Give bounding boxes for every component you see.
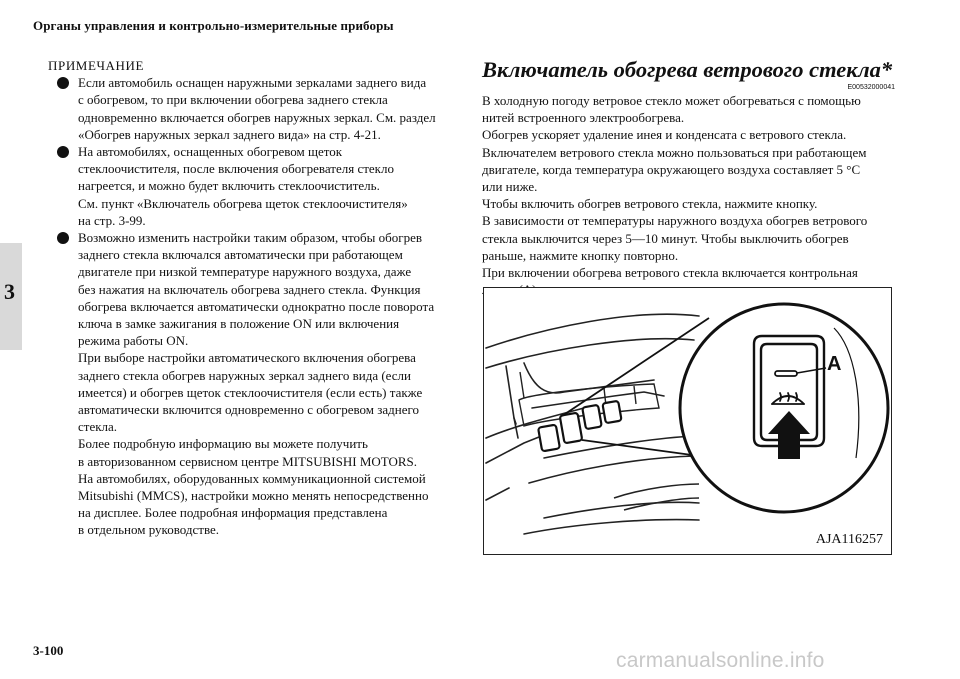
text-line: заднего стекла включался автоматически при работающем <box>78 247 403 263</box>
text-line: с обогревом, то при включении обогрева заднего стекла <box>78 92 388 108</box>
text-line: Более подробную информацию вы можете получить <box>78 436 368 452</box>
text-line: нитей встроенного электрообогрева. <box>482 110 685 126</box>
text-line: раньше, нажмите кнопку повторно. <box>482 247 679 263</box>
text-line: в отдельном руководстве. <box>78 522 220 538</box>
note-title: ПРИМЕЧАНИЕ <box>48 58 145 73</box>
bullet-icon <box>57 232 69 244</box>
section-title: Включатель обогрева ветрового стекла* <box>482 57 893 82</box>
text-line: на дисплее. Более подробная информация представлена <box>78 505 388 521</box>
text-line: При выборе настройки автоматического включения обогрева <box>78 350 416 366</box>
dashboard-drawing <box>484 288 891 554</box>
text-line: имеется) и обогрев щеток стеклоочистителя (если есть) также <box>78 384 423 400</box>
text-line: на стр. 3-99. <box>78 212 146 228</box>
switch-illustration <box>483 287 892 555</box>
note-item <box>48 74 458 143</box>
text-line: ключа в замке зажигания в положение ON или включения <box>78 316 400 332</box>
text-line: автоматически включится одновременно с обогревом заднего <box>78 402 420 418</box>
text-line: Mitsubishi (MMCS), настройки можно менять непосредственно <box>78 488 429 504</box>
text-line: в авторизованном сервисном центре MITSUBISHI MOTORS. <box>78 453 418 469</box>
text-line: режима работы ON. <box>78 333 189 349</box>
text-line: или ниже. <box>482 179 538 195</box>
note-block <box>48 57 458 539</box>
text-line: Чтобы включить обогрев ветрового стекла, нажмите кнопку. <box>482 196 818 212</box>
text-line: без нажатия на включатель обогрева заднего стекла. Функция <box>78 281 421 297</box>
text-line: На автомобилях, оборудованных коммуникационной системой <box>78 470 426 486</box>
page-number: 3-100 <box>33 643 64 658</box>
text-line: стекла. <box>78 419 118 435</box>
page-header: Органы управления и контрольно-измерительные приборы <box>33 18 394 33</box>
text-line: Обогрев ускоряет удаление инея и конденсата с ветрового стекла. <box>482 127 847 143</box>
text-line: заднего стекла обогрев наружных зеркал заднего вида (если <box>78 367 411 383</box>
section-body <box>482 92 897 298</box>
callout-label-a: A <box>827 353 842 375</box>
text-line: В зависимости от температуры наружного воздуха обогрев ветрового <box>482 213 868 229</box>
text-line: Включателем ветрового стекла можно пользоваться при работающем <box>482 144 867 160</box>
text-line: стеклоочистителя, после включения обогревателя стекло <box>78 161 394 177</box>
text-line: В холодную погоду ветровое стекло может обогреваться с помощью <box>482 93 861 108</box>
text-line: Возможно изменить настройки таким образом, чтобы обогрев <box>78 230 422 246</box>
watermark: carmanualsonline.info <box>616 649 825 672</box>
text-line: двигателе при низкой температуре наружного воздуха, даже <box>78 264 412 280</box>
section-code: E00532000041 <box>847 84 895 91</box>
text-line: одновременно включается обогрев наружных зеркал. См. раздел <box>78 109 436 125</box>
text-line: двигателе, когда температура окружающего воздуха составляет 5 °C <box>482 161 861 177</box>
text-line: На автомобилях, оснащенных обогревом щеток <box>78 144 343 160</box>
text-line: обогрева включается автоматически однократно после поворота <box>78 298 435 314</box>
text-line: нагреется, и можно будет включить стеклоочиститель. <box>78 178 380 194</box>
chapter-number: 3 <box>4 279 15 304</box>
section-block <box>482 57 897 298</box>
figure-code: AJA116257 <box>815 532 883 547</box>
indicator-lamp <box>775 371 797 376</box>
text-line: стекла выключится через 5—10 минут. Чтобы выключить обогрев <box>482 230 849 246</box>
text-line: При включении обогрева ветрового стекла включается контрольная <box>482 265 858 281</box>
note-item <box>48 229 458 539</box>
bullet-icon <box>57 77 69 89</box>
chapter-tab <box>0 243 22 350</box>
text-line: «Обогрев наружных зеркал заднего вида» на стр. 4-21. <box>78 126 381 142</box>
note-item <box>48 143 458 229</box>
text-line: Если автомобиль оснащен наружными зеркалами заднего вида <box>78 75 427 91</box>
text-line: См. пункт «Включатель обогрева щеток стеклоочистителя» <box>78 195 408 211</box>
bullet-icon <box>57 146 69 158</box>
